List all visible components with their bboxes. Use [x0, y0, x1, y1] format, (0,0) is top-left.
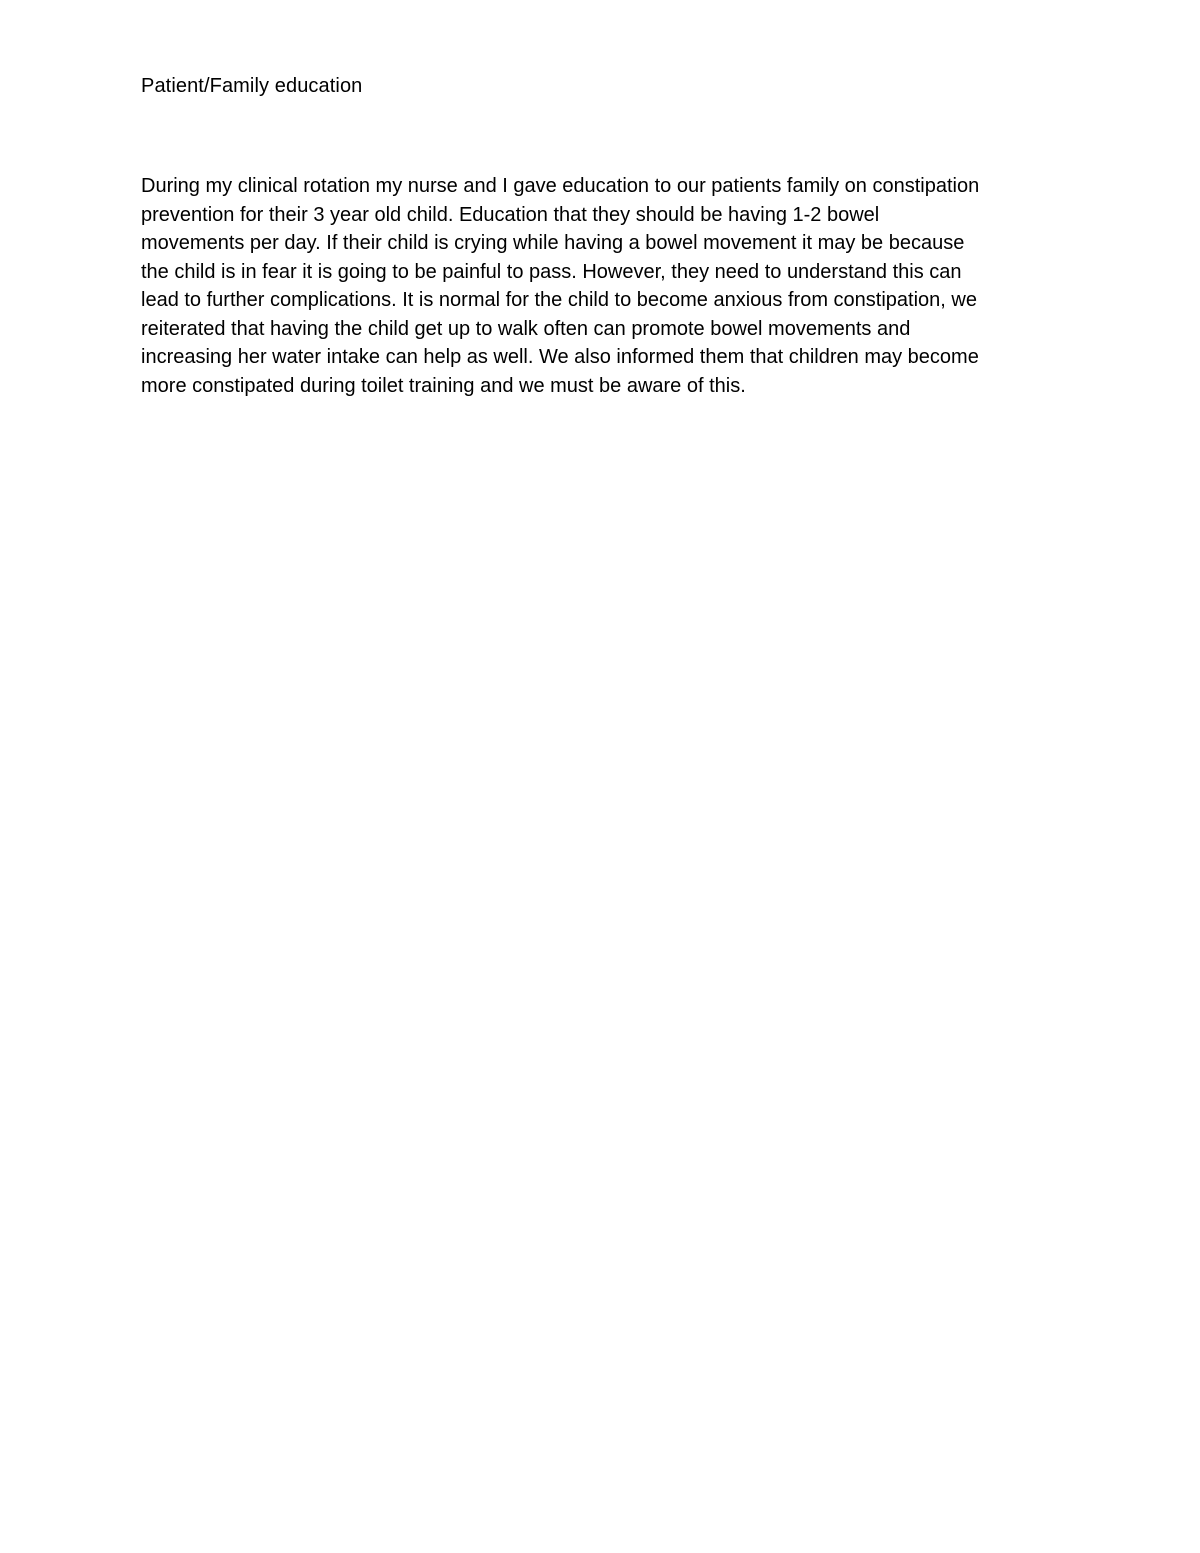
- paragraph-line: During my clinical rotation my nurse and I gave education to our patients family on constipation: [141, 175, 980, 197]
- paragraph-line: prevention for their 3 year old child. Education that they should be having 1-2 bowel: [141, 203, 880, 226]
- paragraph-line: more constipated during toilet training and we must be aware of this.: [141, 374, 746, 397]
- paragraph-line: increasing her water intake can help as well. We also informed them that children may become: [141, 346, 979, 368]
- paragraph-line: lead to further complications. It is normal for the child to become anxious from constipation, we: [141, 289, 977, 311]
- document-paragraph: [141, 172, 1071, 400]
- paragraph-line: movements per day. If their child is crying while having a bowel movement it may be because: [141, 232, 965, 254]
- paragraph-line: reiterated that having the child get up to walk often can promote bowel movements and: [141, 317, 911, 340]
- paragraph-line: the child is in fear it is going to be painful to pass. However, they need to understand this can: [141, 260, 962, 283]
- document-title: Patient/Family education: [141, 75, 363, 97]
